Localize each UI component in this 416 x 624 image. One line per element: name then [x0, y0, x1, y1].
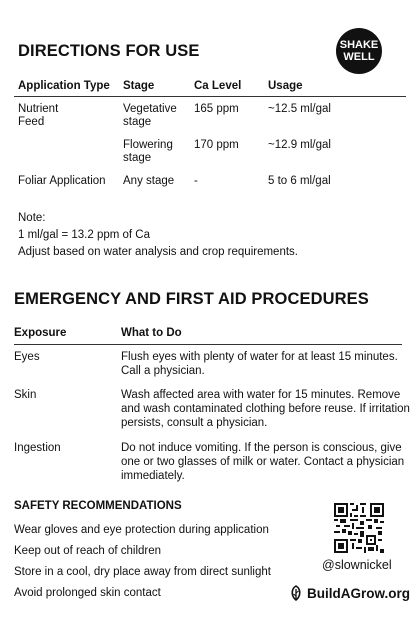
leaf-icon: [288, 585, 304, 601]
action-ingestion: Do not induce vomiting. If the person is conscious, give one or two glasses of milk or water. Contact a physician immediately.: [121, 442, 405, 482]
qr-code-icon[interactable]: [334, 503, 384, 553]
cell-ca-level: 170 ppm: [194, 139, 239, 151]
brand-text: BuildAGrow.org: [307, 585, 410, 601]
cell-ca-level: -: [194, 175, 198, 187]
exposure-eyes: Eyes: [14, 351, 40, 363]
exposure-ingestion: Ingestion: [14, 442, 61, 454]
header-what-to-do: What to Do: [121, 327, 182, 339]
cell-stage: Vegetative stage: [123, 103, 177, 128]
cell-usage: 5 to 6 ml/gal: [268, 175, 331, 187]
cell-usage: ~12.9 ml/gal: [268, 139, 331, 151]
cell-type: Nutrient Feed: [18, 103, 59, 128]
badge-line-1: SHAKE: [339, 39, 379, 51]
action-skin: Wash affected area with water for 15 minutes. Remove and wash contaminated clothing before reuse. If irritation persists, consult a physician.: [121, 389, 410, 429]
cell-type: Foliar Application: [18, 175, 106, 187]
cell-stage: Flowering stage: [123, 139, 173, 164]
note-adjust: Adjust based on water analysis and crop requirements.: [18, 246, 298, 258]
directions-header-rule: [14, 96, 406, 97]
action-eyes: Flush eyes with plenty of water for at least 15 minutes. Call a physician.: [121, 351, 398, 377]
safety-item: Avoid prolonged skin contact: [14, 587, 161, 599]
shake-well-badge: [336, 28, 382, 74]
header-stage: Stage: [123, 80, 155, 92]
safety-item: Keep out of reach of children: [14, 545, 162, 557]
safety-title: SAFETY RECOMMENDATIONS: [14, 500, 182, 512]
exposure-skin: Skin: [14, 389, 37, 401]
directions-title: DIRECTIONS FOR USE: [18, 42, 200, 60]
emergency-header-rule: [14, 344, 402, 345]
header-ca-level: Ca Level: [194, 80, 242, 92]
badge-line-2: WELL: [343, 51, 375, 63]
header-exposure: Exposure: [14, 327, 67, 339]
safety-item: Store in a cool, dry place away from direct sunlight: [14, 566, 271, 578]
cell-ca-level: 165 ppm: [194, 103, 239, 115]
header-usage: Usage: [268, 80, 303, 92]
cell-usage: ~12.5 ml/gal: [268, 103, 331, 115]
cell-stage: Any stage: [123, 175, 175, 187]
emergency-title: EMERGENCY AND FIRST AID PROCEDURES: [14, 290, 369, 308]
safety-item: Wear gloves and eye protection during application: [14, 524, 269, 536]
brand-link[interactable]: [288, 585, 410, 601]
header-application-type: Application Type: [18, 80, 110, 92]
note-label: Note:: [18, 212, 46, 224]
note-conversion: 1 ml/gal = 13.2 ppm of Ca: [18, 229, 151, 241]
social-handle[interactable]: @slownickel: [322, 558, 392, 572]
